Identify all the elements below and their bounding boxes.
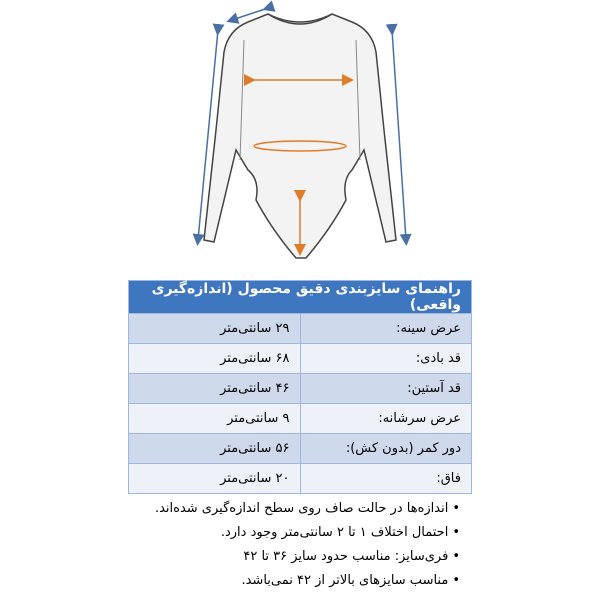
row-value: ۲۰ سانتی‌متر [129,464,301,494]
body-length-arrow [392,30,406,240]
row-value: ۵۶ سانتی‌متر [129,434,301,464]
row-label: قد آستین: [300,374,472,404]
size-guide-title: راهنمای سایزبندی دقیق محصول (اندازه‌گیری واقعی) [129,281,472,314]
note-item: • احتمال اختلاف ۱ تا ۲ سانتی‌متر وجود دارد. [130,521,460,545]
row-label: فاق: [300,464,472,494]
table-row [129,344,472,374]
row-label: عرض سرشانه: [300,404,472,434]
row-label: قد بادی: [300,344,472,374]
size-guide-table [128,280,472,494]
table-row [129,314,472,344]
row-value: ۲۹ سانتی‌متر [129,314,301,344]
note-item: • فری‌سایز: مناسب حدود سایز ۳۶ تا ۴۲ [130,545,460,569]
table-row [129,464,472,494]
row-label: عرض سینه: [300,314,472,344]
note-item: • مناسب سایزهای بالاتر از ۴۲ نمی‌باشد. [130,569,460,593]
bodysuit-illustration [0,0,600,270]
row-value: ۴۶ سانتی‌متر [129,374,301,404]
note-item: • اندازه‌ها در حالت صاف روی سطح اندازه‌گیری شده‌اند. [130,497,460,521]
row-value: ۹ سانتی‌متر [129,404,301,434]
table-row [129,434,472,464]
table-row [129,404,472,434]
notes-list [130,497,460,593]
table-row [129,374,472,404]
row-label: دور کمر (بدون کش): [300,434,472,464]
row-value: ۶۸ سانتی‌متر [129,344,301,374]
